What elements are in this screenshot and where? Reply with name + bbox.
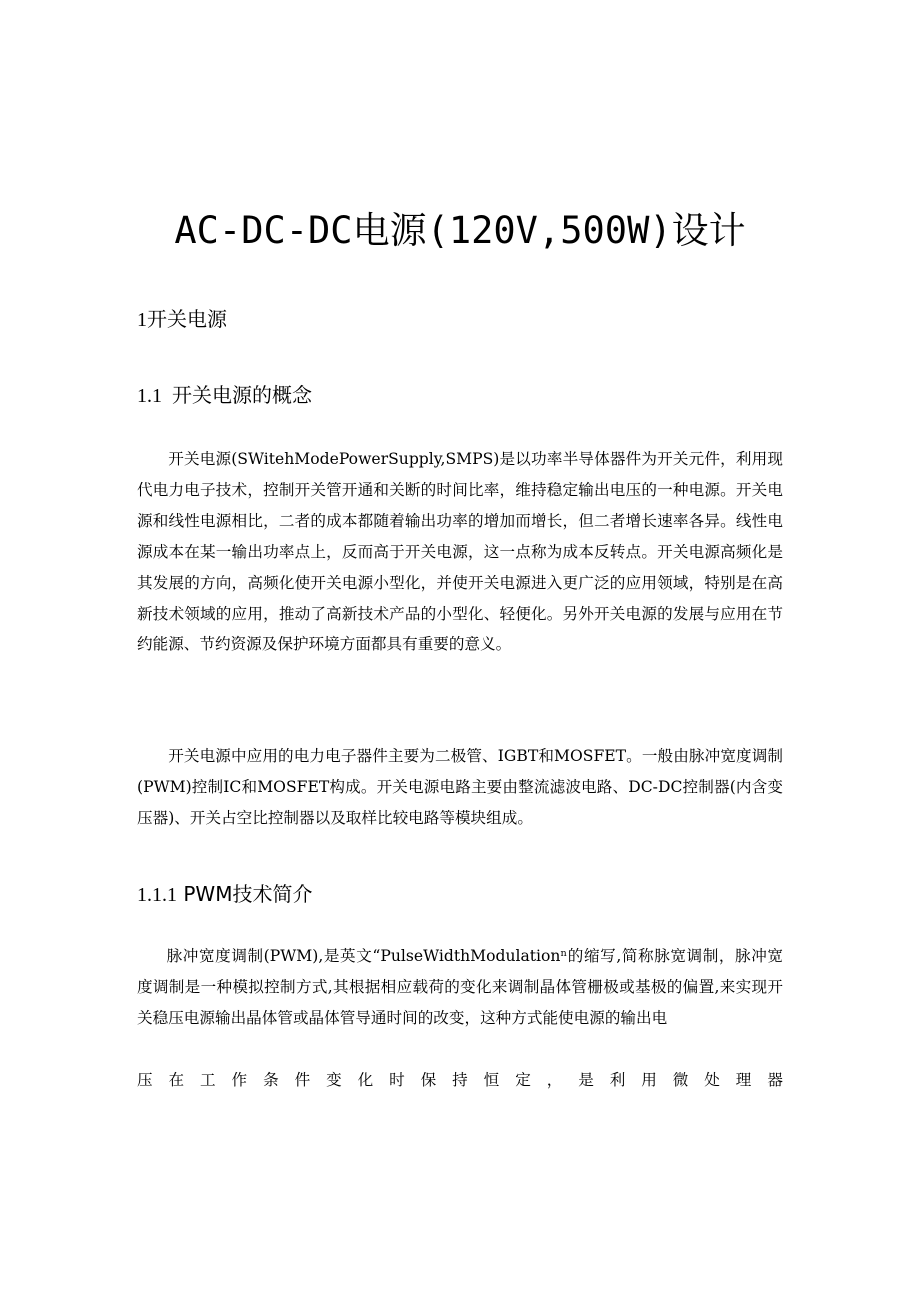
last-line-char: 理 (735, 1071, 752, 1089)
section-1-1-title: 开关电源的概念 (172, 383, 312, 407)
body-paragraph: 脉冲宽度调制(PWM),是英文“PulseWidthModulationⁿ的缩写,简称脉宽调制，脉冲宽度调制是一种模拟控制方式,其根据相应载荷的变化来调制晶体管栅极或基极的偏置,来实现开关稳压电源输出晶体管或晶体管导通时间的改变，这种方式能使电源的输出电 (137, 947, 783, 1027)
last-line-char: ， (546, 1071, 563, 1089)
last-line-char: 在 (168, 1071, 185, 1089)
section-1-1-1-title: PWM技术简介 (183, 882, 313, 906)
last-line-char: 变 (326, 1071, 342, 1089)
body-paragraph: 开关电源中应用的电力电子器件主要为二极管、IGBT和MOSFET。一般由脉冲宽度调制(PWM)控制IC和MOSFET构成。开关电源电路主要由整流滤波电路、DC-DC控制器(内含变压器)、开关占空比控制器以及取样比较电路等模块组成。 (137, 747, 783, 827)
last-line-char: 压 (137, 1071, 153, 1089)
body-paragraph: 开关电源(SWitehModePowerSupply,SMPS)是以功率半导体器件为开关元件，利用现代电力电子技术，控制开关管开通和关断的时间比率，维持稳定输出电压的一种电源。开关电源和线性电源相比，二者的成本都随着输出功率的增加而增长，但二者增长速率各异。线性电源成本在某一输出功率点上，反而高于开关电源，这一点称为成本反转点。开关电源高频化是其发展的方向，高频化使开关电源小型化，并使开关电源进入更广泛的应用领域，特别是在高新技术领域的应用，推动了高新技术产品的小型化、轻便化。另外开关电源的发展与应用在节约能源、节约资源及保护环境方面都具有重要的意义。 (137, 450, 783, 654)
section-1-1-heading (137, 381, 312, 410)
last-line-char: 定 (515, 1071, 531, 1089)
section-1-1-1-heading (137, 880, 312, 909)
section-1-heading (137, 305, 227, 334)
last-line-char: 处 (704, 1071, 720, 1089)
last-line-char: 化 (357, 1071, 374, 1089)
section-1-title: 开关电源 (147, 307, 227, 331)
last-line-char: 恒 (483, 1071, 500, 1089)
last-line-char: 时 (389, 1071, 405, 1089)
last-line-char: 利 (609, 1071, 626, 1089)
last-line-char: 用 (641, 1071, 657, 1089)
last-line-char: 微 (672, 1071, 689, 1089)
document-title: AC-DC-DC电源(120V,500W)设计 (174, 209, 746, 252)
last-line-char: 持 (452, 1071, 468, 1089)
last-line-char: 条 (263, 1071, 279, 1089)
section-1-1-number: 1.1 (137, 385, 162, 407)
section-1-1-1-number: 1.1.1 (137, 884, 177, 906)
last-line-char: 工 (200, 1071, 216, 1089)
last-line-char: 作 (231, 1071, 248, 1089)
last-line-char: 是 (578, 1071, 594, 1089)
last-line-char: 保 (420, 1071, 437, 1089)
last-line-char: 器 (767, 1071, 783, 1089)
section-1-number: 1 (137, 309, 147, 331)
justified-last-line (137, 1065, 783, 1095)
last-line-char: 件 (294, 1071, 311, 1089)
